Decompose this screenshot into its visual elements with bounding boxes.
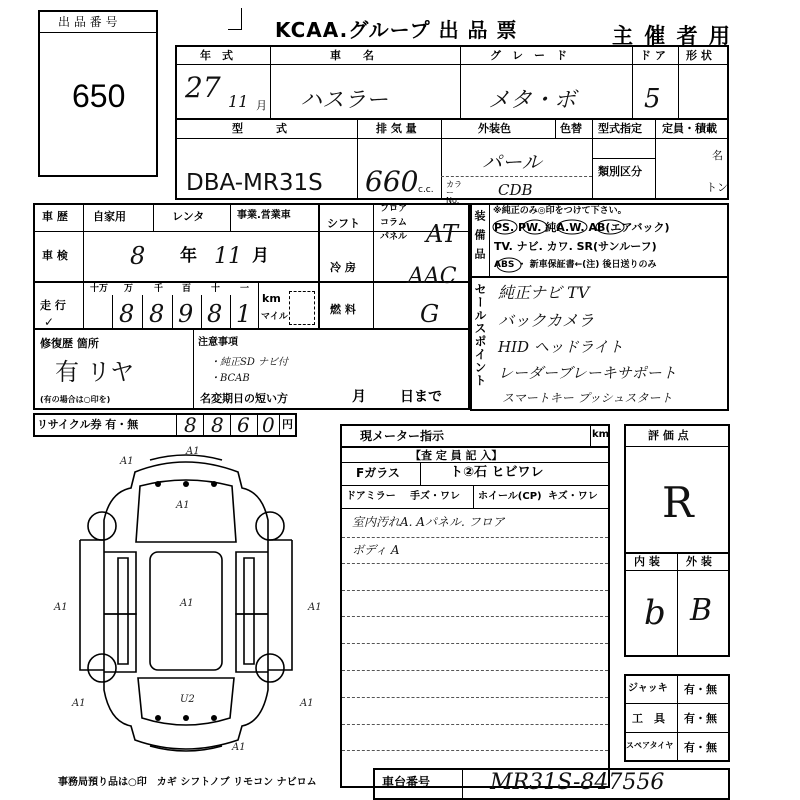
sales-point-2: バックカメラ [498,311,595,330]
capacity-tons-unit: トン [706,181,728,194]
office-items: 事務局預り品は○印 カギ シフトノブ リモコン ナビロム [58,777,317,788]
recycle-digit-1: 8 [184,413,197,437]
deadline-month: 月 [352,389,366,405]
fuel-label: 燃 料 [330,303,356,316]
chassis-label: 車台番号 [382,775,431,789]
ac-value: AAC [408,264,457,289]
recycle-digit-3: 6 [237,413,250,437]
mileage-unit-10k: 万 [124,284,134,294]
mileage-digit-10: 8 [207,300,223,328]
mileage-check: ✓ [44,315,55,329]
history-label: 車 歴 [42,210,68,223]
chassis-value: MR31S-847556 [490,770,665,795]
shift-panel: パネル [380,232,408,242]
year-label: 年 式 [200,49,233,62]
shift-floor: フロア [380,204,408,214]
year-value: 27 [185,71,221,104]
displacement-unit: c.c. [418,185,434,195]
mark-rear-right: A1 [300,698,314,709]
mirror-label: ドアミラー [346,491,396,502]
color-no-value: CDB [498,181,533,199]
notes-line-2: ・BCAB [210,373,250,384]
model-label: 型 式 [232,122,287,135]
mark-hood: A1 [176,500,190,511]
mileage-unit-100k: 十万 [90,284,109,294]
mileage-unit-10: 十 [211,284,221,294]
mileage-digit-1k: 8 [149,300,165,328]
model-value: DBA-MR31S [186,170,323,196]
mileage-label: 走 行 [40,299,66,312]
type-designation-label: 型式指定 [598,122,642,135]
grade-value: メタ・ボ [488,88,577,113]
doors-value: 5 [644,84,661,114]
deadline-day: 日まで [400,389,442,405]
shape-label: 形 状 [686,49,712,62]
mileage-digit-10k: 8 [119,300,135,328]
repair-label: 修復歴 箇所 [40,337,99,350]
class-label: 類別区分 [598,165,642,178]
recycle-digit-4: 0 [262,413,275,437]
shift-value: AT [426,220,459,248]
lot-number-value: 650 [72,78,126,114]
mileage-digit-100: 9 [178,300,194,328]
sales-point-5: スマートキー プッシュスタート [502,391,673,405]
car-name-value: ハスラー [300,88,389,113]
meter-label: 現メーター指示 [360,429,445,443]
exterior-label: 外 装 [686,555,712,568]
inspector-label: 【査 定 員 記 入】 [410,449,503,462]
mark-left-side: A1 [54,602,68,613]
recycle-digit-2: 8 [211,413,224,437]
grade-label: グ レ ー ド [490,49,567,62]
sales-point-4: レーダーブレーキサポート [498,364,677,382]
history-option-commercial: 事業.営業車 [237,210,291,221]
equipment-line-1: PS. PW. 純A.W. AB(エアバック) [494,221,670,234]
mirror-options: 手ズ・ワレ [410,491,460,502]
mark-roof: A1 [180,598,194,609]
shift-label: シフト [327,217,360,230]
name-label: 車 名 [330,49,374,62]
equipment-label: 装備品 [473,210,486,267]
wheel-label: ホイール(CP) [478,491,542,502]
comment-line-1: 室内汚れA. Aパネル. フロア [352,515,505,529]
color-change-label: 色替 [560,122,582,135]
mark-rear-left: A1 [72,698,86,709]
interior-label: 内 装 [634,555,660,568]
history-option-private: 自家用 [93,210,126,223]
glass-label: Fガラス [356,466,400,480]
history-option-rental: レンタ [172,210,205,223]
mark-front: A1 [186,446,200,457]
mark-trunk: U2 [180,694,195,705]
mileage-digit-1: 1 [236,300,252,328]
repair-value: 有 リヤ [55,358,135,386]
mileage-unit-100: 百 [182,284,192,294]
fuel-value: G [420,300,440,328]
inspection-month: 11 [214,244,242,269]
doors-label: ド ア [640,49,666,62]
month-unit: 月 [256,99,267,112]
equipment-note: ※純正のみ◎印をつけて下さい。 [493,206,627,216]
capacity-label: 定員・積載 [662,122,717,135]
equipment-line-2: TV. ナビ. カワ. SR(サンルーフ) [494,240,657,253]
tools-value: 有・無 [684,712,717,725]
ac-label: 冷 房 [330,261,356,274]
car-damage-diagram [0,440,340,770]
comment-line-2: ボディ A [352,543,400,557]
mark-rear: A1 [232,742,246,753]
recycle-label: リサイクル券 有・無 [37,418,139,431]
mark-right-side: A1 [308,602,322,613]
recycle-unit: 円 [282,418,293,431]
form-title: KCAA.グループ 出 品 票 [275,18,518,42]
tools-label: 工 具 [632,712,665,725]
jack-value: 有・無 [684,683,717,696]
sales-points-label: セールスポイント [473,283,487,387]
interior-value: b [644,593,666,633]
meter-unit: km [592,429,610,440]
equipment-line-3: ABS ・ 新車保証書←(注) 後日送りのみ [494,260,657,270]
month-value: 11 [228,92,249,111]
glass-options: ト②石 ヒビワレ [450,465,544,480]
exterior-color-value: パール [482,150,542,174]
jack-label: ジャッキ [628,683,668,694]
inspection-year-unit: 年 [180,246,197,266]
exterior-value: B [690,593,713,628]
spare-tire-value: 有・無 [684,741,717,754]
color-no-label: カラー No. [446,180,462,205]
score-value: R [662,478,694,527]
inspection-year: 8 [130,242,146,270]
deadline-label: 名変期日の短い方 [200,392,288,405]
lot-number-label: 出 品 番 号 [58,15,118,29]
sales-point-1: 純正ナビ TV [498,283,590,302]
km-label: km [262,292,281,305]
score-label: 評 価 点 [648,429,689,442]
mileage-unit-1k: 千 [154,284,164,294]
inspection-label: 車 検 [42,249,68,262]
exterior-color-label: 外装色 [478,122,511,135]
spare-tire-label: スペアタイヤ [626,741,674,750]
notes-label: 注意事項 [198,337,238,348]
mileage-unit-1: 一 [240,284,250,294]
wheel-options: キズ・ワレ [548,491,598,502]
displacement-value: 660 [365,165,419,198]
notes-line-1: ・純正SD ナビ付 [210,357,289,368]
mile-label: マイル [261,312,288,322]
capacity-persons-unit: 名 [712,149,723,162]
displacement-label: 排 気 量 [376,122,417,135]
mark-front-left: A1 [120,456,134,467]
repair-note: (有の場合は○印を) [40,395,111,404]
sales-point-3: HID ヘッドライト [498,338,624,356]
inspection-month-unit: 月 [252,246,269,266]
shift-column: コラム [380,218,407,228]
form-role: 主 催 者 用 [612,24,732,48]
